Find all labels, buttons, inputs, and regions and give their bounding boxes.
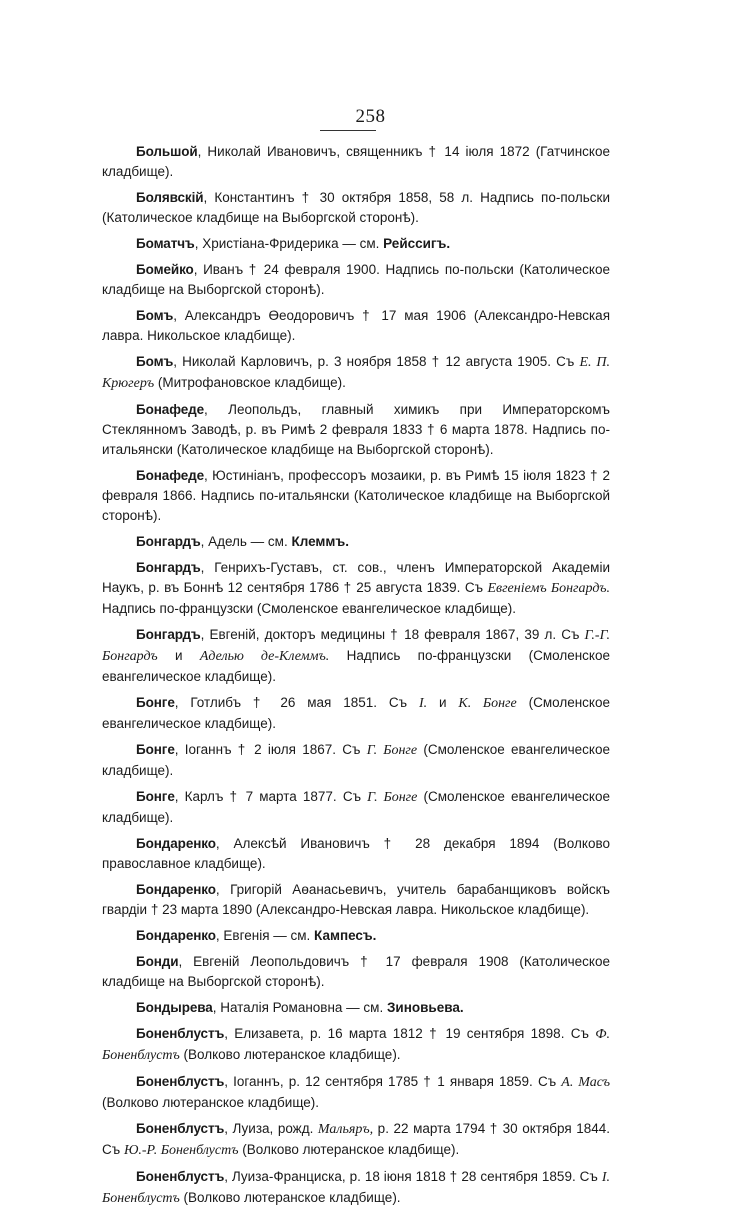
- entry-text: , Іоганнъ † 2 іюля 1867. Съ: [174, 742, 367, 757]
- entry-text: , Генрихъ-Густавъ, ст. сов., членъ Императорской Академіи Наукъ, р. въ Боннѣ 12 сентября 1786 † 25 августа 1839. Съ: [102, 560, 610, 595]
- entry-text: , Алексѣй Ивановичъ † 28 декабря 1894 (Волково православное кладбище).: [102, 836, 610, 871]
- entry-surname: Бондаренко: [136, 836, 216, 851]
- entry-text: (Волково лютеранское кладбище).: [179, 1190, 401, 1205]
- entry-surname: Бонгардъ: [136, 534, 201, 549]
- page-number: 258: [355, 106, 386, 127]
- entry-surname: Боненблустъ: [136, 1026, 225, 1041]
- entry-surname: Бонди: [136, 954, 179, 969]
- entry-text: , Карлъ † 7 марта 1877. Съ: [174, 789, 368, 804]
- entry: [102, 998, 610, 1018]
- entry-text: , Луиза, рожд.: [224, 1121, 318, 1136]
- entry: [102, 532, 610, 552]
- entry: [102, 400, 610, 460]
- entry-text: , Григорій Аөанасьевичъ, учитель барабанщиковъ войскъ гвардіи † 23 марта 1890 (Александро-Невская лавра. Никольское кладбище).: [102, 882, 610, 917]
- entry-text: , Николай Ивановичъ, священникъ † 14 іюля 1872 (Гатчинское кладбище).: [102, 144, 610, 179]
- entry-italic-reference: І.: [418, 696, 428, 711]
- entry-cross-reference: Зиновьева.: [386, 1000, 464, 1015]
- entry: [102, 880, 610, 920]
- entry-surname: Бонафеде: [136, 468, 205, 483]
- entry-italic-reference: Ф. Боненблустъ: [102, 1027, 610, 1063]
- entry: [102, 1024, 610, 1066]
- entry-surname: Бомъ: [136, 354, 174, 369]
- entry-surname: Болявскій: [136, 190, 204, 205]
- entry-surname: Бомъ: [136, 308, 174, 323]
- entry-italic-reference: І. Боненблустъ: [102, 1170, 610, 1206]
- entry-surname: Боненблустъ: [136, 1169, 225, 1184]
- entry: [102, 787, 610, 828]
- entry-text: , Александръ Өеодоровичъ † 17 мая 1906 (Александро-Невская лавра. Никольское кладбище).: [102, 308, 610, 343]
- entry-surname: Бонафеде: [136, 402, 205, 417]
- entry-text: и: [427, 695, 459, 710]
- entry: [102, 234, 610, 254]
- entry-italic-reference: Г. Бонге: [366, 743, 418, 758]
- entry-italic-reference: Евгеніемъ Бонгардъ.: [487, 581, 610, 596]
- entry-text: , Константинъ † 30 октября 1858, 58 л. Надпись по-польски (Католическое кладбище на Выборгской сторонѣ).: [102, 190, 610, 225]
- entry-text: , Евгенія — см.: [215, 928, 315, 943]
- entry-surname: Бондырева: [136, 1000, 213, 1015]
- entry: [102, 625, 610, 687]
- entry-surname: Бондаренко: [136, 928, 216, 943]
- entry: [102, 306, 610, 346]
- entry-surname: Боненблустъ: [136, 1121, 225, 1136]
- entry-surname: Бонгардъ: [136, 560, 201, 575]
- entry: [102, 558, 610, 619]
- entry-surname: Бонгардъ: [136, 627, 201, 642]
- entry-text: , Леопольдъ, главный химикъ при Императорскомъ Стеклянномъ Заводѣ, р. въ Римѣ 2 февраля 1833 † 6 марта 1878. Надпись по-итальянски (Католическое кладбище на Выборгской сторонѣ).: [102, 402, 610, 457]
- entry: [102, 1119, 610, 1161]
- entry-text: , Юстиніанъ, профессоръ мозаики, р. въ Римѣ 15 іюля 1823 † 2 февраля 1866. Надпись по-итальянски (Католическое кладбище на Выборгской сторонѣ).: [102, 468, 610, 523]
- entry-surname: Бондаренко: [136, 882, 216, 897]
- entry-italic-reference: Мальяръ,: [317, 1122, 374, 1137]
- entry: [102, 466, 610, 526]
- entry-text: , Христіана-Фридерика — см.: [194, 236, 384, 251]
- entry-italic-reference: Аделью де-Клеммъ.: [199, 649, 330, 664]
- entry-surname: Большой: [136, 144, 198, 159]
- entry-text: (Волково лютеранское кладбище).: [238, 1142, 460, 1157]
- entry-italic-reference: Г. Бонге: [367, 790, 418, 805]
- entry: [102, 740, 610, 781]
- entry-text: , Наталія Романовна — см.: [212, 1000, 387, 1015]
- entry-italic-reference: К. Бонге: [458, 696, 517, 711]
- entry: [102, 352, 610, 394]
- entry-surname: Бонге: [136, 695, 175, 710]
- entry-text: (Митрофановское кладбище).: [154, 375, 346, 390]
- entry-text: Надпись по-французски (Смоленское евангелическое кладбище).: [102, 601, 517, 616]
- entry-surname: Боненблустъ: [136, 1074, 225, 1089]
- entry: [102, 1072, 610, 1113]
- entry: [102, 142, 610, 182]
- entry-text: , Евгеній Леопольдовичъ † 17 февраля 1908 (Католическое кладбище на Выборгской сторонѣ).: [102, 954, 610, 989]
- entry-italic-reference: А. Масъ: [561, 1075, 610, 1090]
- entry-text: , Готлибъ † 26 мая 1851. Съ: [174, 695, 419, 710]
- entry-surname: Бомейко: [136, 262, 194, 277]
- entry-text: , Луиза-Франциска, р. 18 іюня 1818 † 28 сентября 1859. Съ: [224, 1169, 602, 1184]
- entry-text: , Іоганнъ, р. 12 сентября 1785 † 1 января 1859. Съ: [224, 1074, 562, 1089]
- entry-cross-reference: Рейссигъ.: [383, 236, 451, 251]
- entry-text: (Смоленское евангелическое кладбище).: [102, 742, 611, 778]
- page-number-underline: [320, 130, 376, 131]
- entry-text: (Смоленское евангелическое кладбище).: [102, 695, 610, 731]
- entry-text: Надпись по-французски (Смоленское евангелическое кладбище).: [102, 648, 611, 684]
- entry-surname: Боматчъ: [136, 236, 195, 251]
- entry: [102, 926, 610, 946]
- entry-text: (Волково лютеранское кладбище).: [102, 1095, 320, 1110]
- entry-text: (Волково лютеранское кладбище).: [179, 1047, 401, 1062]
- entry: [102, 260, 610, 300]
- entry-surname: Бонге: [136, 742, 175, 757]
- entry: [102, 952, 610, 992]
- entry-cross-reference: Кампесъ.: [314, 928, 377, 943]
- entry-italic-reference: Г.-Г. Бонгардъ: [102, 628, 610, 664]
- entry-cross-reference: Клеммъ.: [291, 534, 350, 549]
- entry-italic-reference: Ю.-Р. Боненблустъ: [123, 1143, 239, 1158]
- entry-text: , Адель — см.: [200, 534, 292, 549]
- entry-surname: Бонге: [136, 789, 175, 804]
- entry: [102, 1167, 610, 1209]
- entry-text: и: [157, 648, 200, 663]
- entry-text: р. 22 марта 1794 † 30 октября 1844. Съ: [102, 1121, 610, 1157]
- entry-text: (Смоленское евангелическое кладбище).: [102, 789, 610, 825]
- entry-italic-reference: Е. П. Крюгеръ: [102, 355, 610, 391]
- entry-text: , Евгеній, докторъ медицины † 18 февраля 1867, 39 л. Съ: [200, 627, 585, 642]
- entry-text: , Николай Карловичъ, р. 3 ноября 1858 † 12 августа 1905. Съ: [173, 354, 580, 369]
- entry: [102, 834, 610, 874]
- entry: [102, 188, 610, 228]
- entry-text: , Иванъ † 24 февраля 1900. Надпись по-польски (Католическое кладбище на Выборгской сторонѣ).: [102, 262, 610, 297]
- entry: [102, 693, 610, 734]
- entry-text: , Елизавета, р. 16 марта 1812 † 19 сентября 1898. Съ: [224, 1026, 596, 1041]
- entry-list: [102, 142, 610, 1215]
